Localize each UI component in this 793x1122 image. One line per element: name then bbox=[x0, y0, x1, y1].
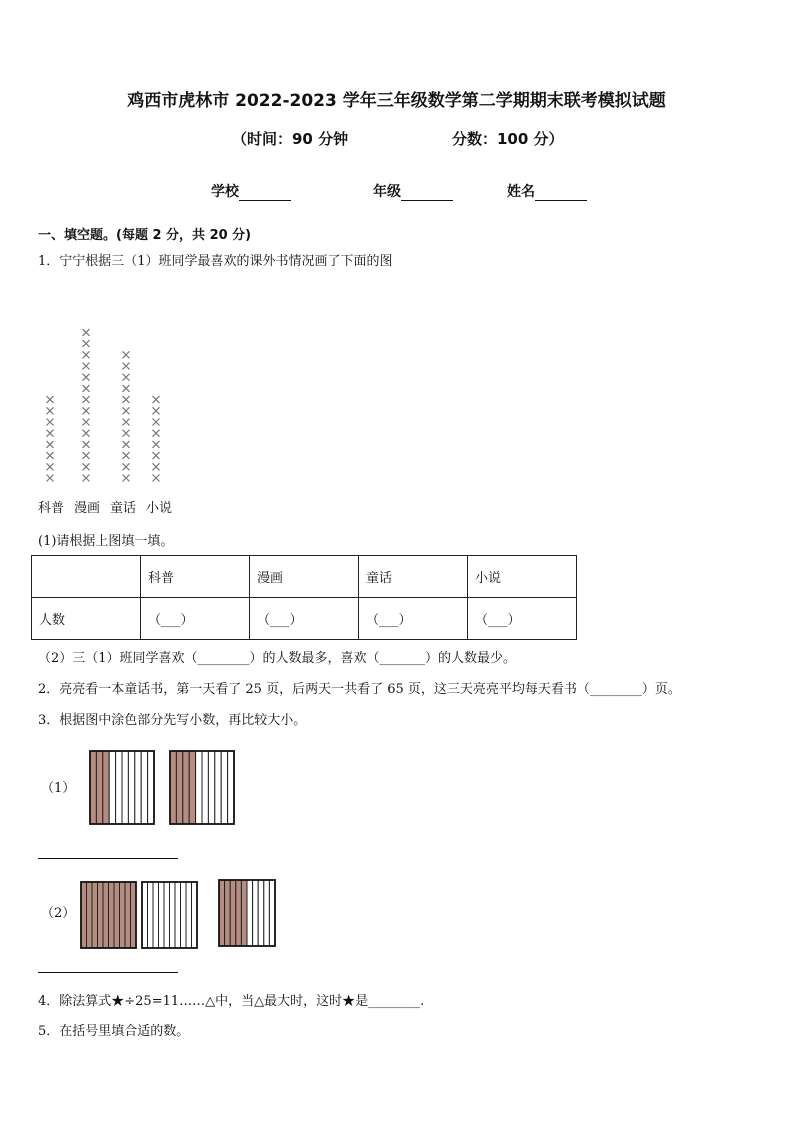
q3-part1-figures bbox=[88, 749, 238, 827]
x-mark bbox=[123, 385, 130, 392]
question-2-text: 2．亮亮看一本童话书，第一天看了 25 页，后两天一共看了 65 页，这三天亮亮平均每天看书（________）页。 bbox=[38, 682, 681, 697]
shaded-strip bbox=[230, 880, 236, 946]
school-blank[interactable] bbox=[239, 186, 291, 201]
blank-strip bbox=[148, 882, 154, 948]
school-label: 学校 bbox=[211, 184, 239, 200]
shaded-strip bbox=[120, 882, 126, 948]
question-5-text: 5．在括号里填合适的数。 bbox=[38, 1024, 190, 1039]
name-field[interactable] bbox=[507, 181, 587, 201]
exam-time: （时间：90 分钟 bbox=[232, 130, 349, 148]
blank-strip bbox=[122, 751, 128, 824]
x-mark bbox=[47, 441, 54, 448]
x-mark bbox=[47, 407, 54, 414]
blank-strip bbox=[164, 882, 170, 948]
chart-label-kepu: 科普 bbox=[38, 501, 65, 516]
blank-strip bbox=[221, 751, 227, 824]
shaded-strip bbox=[241, 880, 247, 946]
x-mark bbox=[83, 363, 90, 370]
blank-strip bbox=[208, 751, 214, 824]
blank-strip bbox=[264, 880, 270, 946]
chart-label-manhua: 漫画 bbox=[74, 501, 101, 516]
x-mark bbox=[153, 430, 160, 437]
x-mark bbox=[153, 463, 160, 470]
blank-strip bbox=[153, 882, 159, 948]
x-mark bbox=[83, 340, 90, 347]
blank-strip bbox=[253, 880, 259, 946]
shaded-strip bbox=[114, 882, 120, 948]
x-mark bbox=[83, 351, 90, 358]
table-cell: 漫画 bbox=[250, 556, 359, 598]
x-mark bbox=[47, 463, 54, 470]
x-mark bbox=[123, 407, 130, 414]
shaded-strip bbox=[189, 751, 195, 824]
blank-strip bbox=[135, 751, 141, 824]
x-mark bbox=[83, 452, 90, 459]
x-mark bbox=[153, 419, 160, 426]
shaded-strip bbox=[90, 751, 96, 824]
x-mark bbox=[153, 407, 160, 414]
blank-strip bbox=[148, 751, 154, 824]
x-mark bbox=[153, 396, 160, 403]
x-mark bbox=[83, 329, 90, 336]
x-mark bbox=[47, 452, 54, 459]
x-mark bbox=[47, 396, 54, 403]
shaded-strip bbox=[183, 751, 189, 824]
blank-strip bbox=[109, 751, 115, 824]
name-blank[interactable] bbox=[535, 186, 587, 201]
answer-cell-tonghua[interactable]: （___） bbox=[359, 598, 468, 640]
x-mark bbox=[47, 419, 54, 426]
answer-cell-xiaoshuo[interactable]: （___） bbox=[468, 598, 577, 640]
x-mark bbox=[83, 463, 90, 470]
shaded-strip bbox=[87, 882, 93, 948]
q1-table bbox=[31, 555, 577, 640]
q1-pictograph bbox=[30, 285, 190, 485]
x-mark bbox=[83, 407, 90, 414]
q3-part1-answer-line[interactable] bbox=[38, 858, 178, 859]
blank-strip bbox=[228, 751, 234, 824]
shaded-strip bbox=[96, 751, 102, 824]
x-mark bbox=[123, 374, 130, 381]
answer-cell-kepu[interactable]: （___） bbox=[141, 598, 250, 640]
table-row bbox=[32, 556, 577, 598]
question-4-text: 4．除法算式★÷25=11……△中，当△最大时，这时★是________. bbox=[38, 994, 425, 1009]
blank-strip bbox=[258, 880, 264, 946]
x-mark bbox=[47, 430, 54, 437]
shaded-strip bbox=[92, 882, 98, 948]
blank-strip bbox=[247, 880, 253, 946]
x-mark bbox=[123, 396, 130, 403]
shaded-strip bbox=[98, 882, 104, 948]
x-mark bbox=[83, 396, 90, 403]
chart-label-xiaoshuo: 小说 bbox=[146, 501, 173, 516]
table-cell: 科普 bbox=[141, 556, 250, 598]
blank-strip bbox=[159, 882, 165, 948]
x-mark bbox=[153, 452, 160, 459]
blank-strip bbox=[181, 882, 187, 948]
school-field[interactable] bbox=[211, 181, 291, 201]
q1-sub2: （2）三（1）班同学喜欢（________）的人数最多，喜欢（_______）的人数最少。 bbox=[38, 651, 517, 666]
shaded-strip bbox=[103, 751, 109, 824]
blank-strip bbox=[116, 751, 122, 824]
shaded-strip bbox=[225, 880, 231, 946]
shaded-strip bbox=[103, 882, 109, 948]
x-mark bbox=[123, 475, 130, 482]
blank-strip bbox=[128, 751, 134, 824]
question-3-text: 3．根据图中涂色部分先写小数，再比较大小。 bbox=[38, 713, 307, 728]
page-title: 鸡西市虎林市 2022-2023 学年三年级数学第二学期期末联考模拟试题 bbox=[127, 91, 666, 111]
blank-strip bbox=[186, 882, 192, 948]
answer-cell-manhua[interactable]: （___） bbox=[250, 598, 359, 640]
section-1-heading: 一、填空题。(每题 2 分，共 20 分) bbox=[38, 228, 252, 243]
x-mark bbox=[123, 363, 130, 370]
shaded-strip bbox=[236, 880, 242, 946]
x-mark bbox=[123, 441, 130, 448]
q1-sub1: (1)请根据上图填一填。 bbox=[38, 534, 174, 549]
grade-field[interactable] bbox=[373, 181, 453, 201]
x-mark bbox=[123, 351, 130, 358]
shaded-strip bbox=[109, 882, 115, 948]
x-mark bbox=[83, 385, 90, 392]
x-mark bbox=[123, 463, 130, 470]
x-mark bbox=[83, 419, 90, 426]
shaded-strip bbox=[176, 751, 182, 824]
x-mark bbox=[123, 430, 130, 437]
x-mark bbox=[83, 441, 90, 448]
x-mark bbox=[123, 452, 130, 459]
question-1-text: 1．宁宁根据三（1）班同学最喜欢的课外书情况画了下面的图 bbox=[38, 254, 393, 269]
q3-part2-figures bbox=[79, 878, 279, 950]
blank-strip bbox=[141, 751, 147, 824]
grade-label: 年级 bbox=[373, 184, 401, 200]
blank-strip bbox=[175, 882, 181, 948]
x-mark bbox=[153, 475, 160, 482]
q3-part2-label: （2） bbox=[41, 906, 76, 921]
x-mark bbox=[153, 441, 160, 448]
shaded-strip bbox=[170, 751, 176, 824]
x-mark bbox=[83, 430, 90, 437]
table-cell: 人数 bbox=[32, 598, 141, 640]
q3-part1-label: （1） bbox=[41, 781, 76, 796]
x-mark bbox=[83, 475, 90, 482]
table-row bbox=[32, 598, 577, 640]
blank-strip bbox=[202, 751, 208, 824]
shaded-strip bbox=[125, 882, 131, 948]
grade-blank[interactable] bbox=[401, 186, 453, 201]
blank-strip bbox=[196, 751, 202, 824]
name-label: 姓名 bbox=[507, 184, 535, 200]
q3-part2-answer-line[interactable] bbox=[38, 972, 178, 973]
table-cell bbox=[32, 556, 141, 598]
x-mark bbox=[123, 419, 130, 426]
chart-label-tonghua: 童话 bbox=[110, 501, 137, 516]
blank-strip bbox=[170, 882, 176, 948]
blank-strip bbox=[215, 751, 221, 824]
table-cell: 小说 bbox=[468, 556, 577, 598]
x-mark bbox=[47, 475, 54, 482]
exam-score: 分数：100 分） bbox=[452, 130, 564, 148]
table-cell: 童话 bbox=[359, 556, 468, 598]
x-mark bbox=[83, 374, 90, 381]
